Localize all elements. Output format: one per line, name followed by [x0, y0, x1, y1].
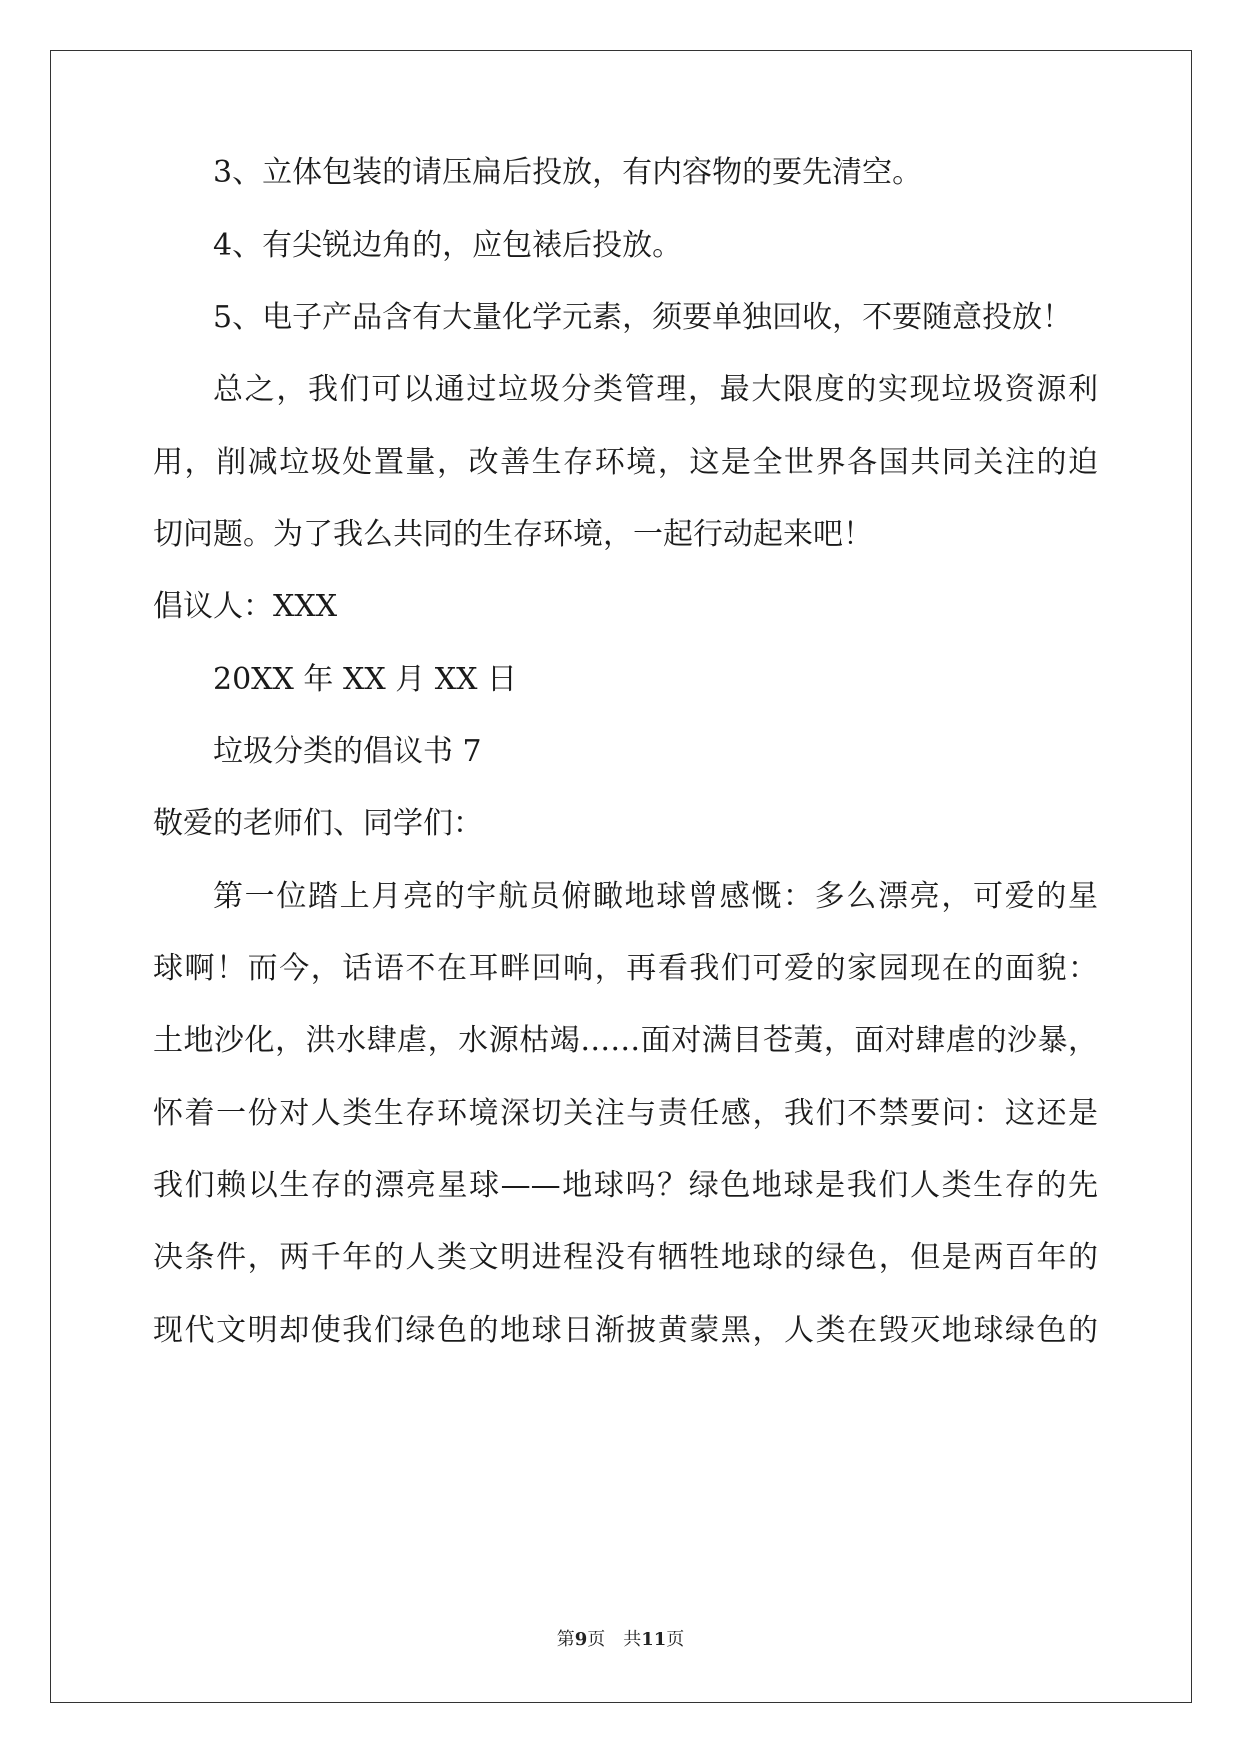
paragraph-line: 5、电子产品含有大量化学元素，须要单独回收，不要随意投放！ [213, 300, 1073, 335]
current-page-number: 9 [574, 1629, 588, 1650]
paragraph-line: 怀着一份对人类生存环境深切关注与责任感，我们不禁要问：这还是 [153, 1096, 1098, 1131]
date-line: 20XX 年 XX 月 XX 日 [213, 662, 517, 697]
footer-suffix: 页 [666, 1629, 685, 1650]
paragraph-line: 土地沙化，洪水肆虐，水源枯竭……面对满目苍荑，面对肆虐的沙暴， [153, 1023, 1098, 1058]
paragraph-line: 球啊！而今，话语不在耳畔回响，再看我们可爱的家园现在的面貌： [153, 951, 1098, 986]
footer-prefix: 第 [556, 1629, 575, 1650]
paragraph-line: 第一位踏上月亮的宇航员俯瞰地球曾感慨：多么漂亮，可爱的星 [213, 879, 1098, 914]
signer-line: 倡议人：XXX [153, 589, 338, 624]
paragraph-line: 切问题。为了我么共同的生存环境，一起行动起来吧！ [153, 517, 873, 552]
paragraph-line: 用，削减垃圾处置量，改善生存环境，这是全世界各国共同关注的迫 [153, 445, 1098, 480]
paragraph-line: 总之，我们可以通过垃圾分类管理，最大限度的实现垃圾资源利 [213, 372, 1098, 407]
total-page-count: 11 [641, 1629, 667, 1650]
page-footer [0, 1628, 1241, 1652]
paragraph-line: 现代文明却使我们绿色的地球日渐披黄蒙黑，人类在毁灭地球绿色的 [153, 1313, 1098, 1348]
paragraph-line: 我们赖以生存的漂亮星球——地球吗？绿色地球是我们人类生存的先 [153, 1168, 1098, 1203]
paragraph-line: 4、有尖锐边角的，应包裱后投放。 [213, 228, 683, 263]
footer-mid: 页 共 [587, 1629, 642, 1650]
paragraph-line: 3、立体包装的请压扁后投放，有内容物的要先清空。 [213, 155, 923, 190]
paragraph-line: 决条件，两千年的人类文明进程没有牺牲地球的绿色，但是两百年的 [153, 1240, 1098, 1275]
section-title: 垃圾分类的倡议书 7 [213, 734, 482, 769]
salutation: 敬爱的老师们、同学们： [153, 806, 483, 841]
